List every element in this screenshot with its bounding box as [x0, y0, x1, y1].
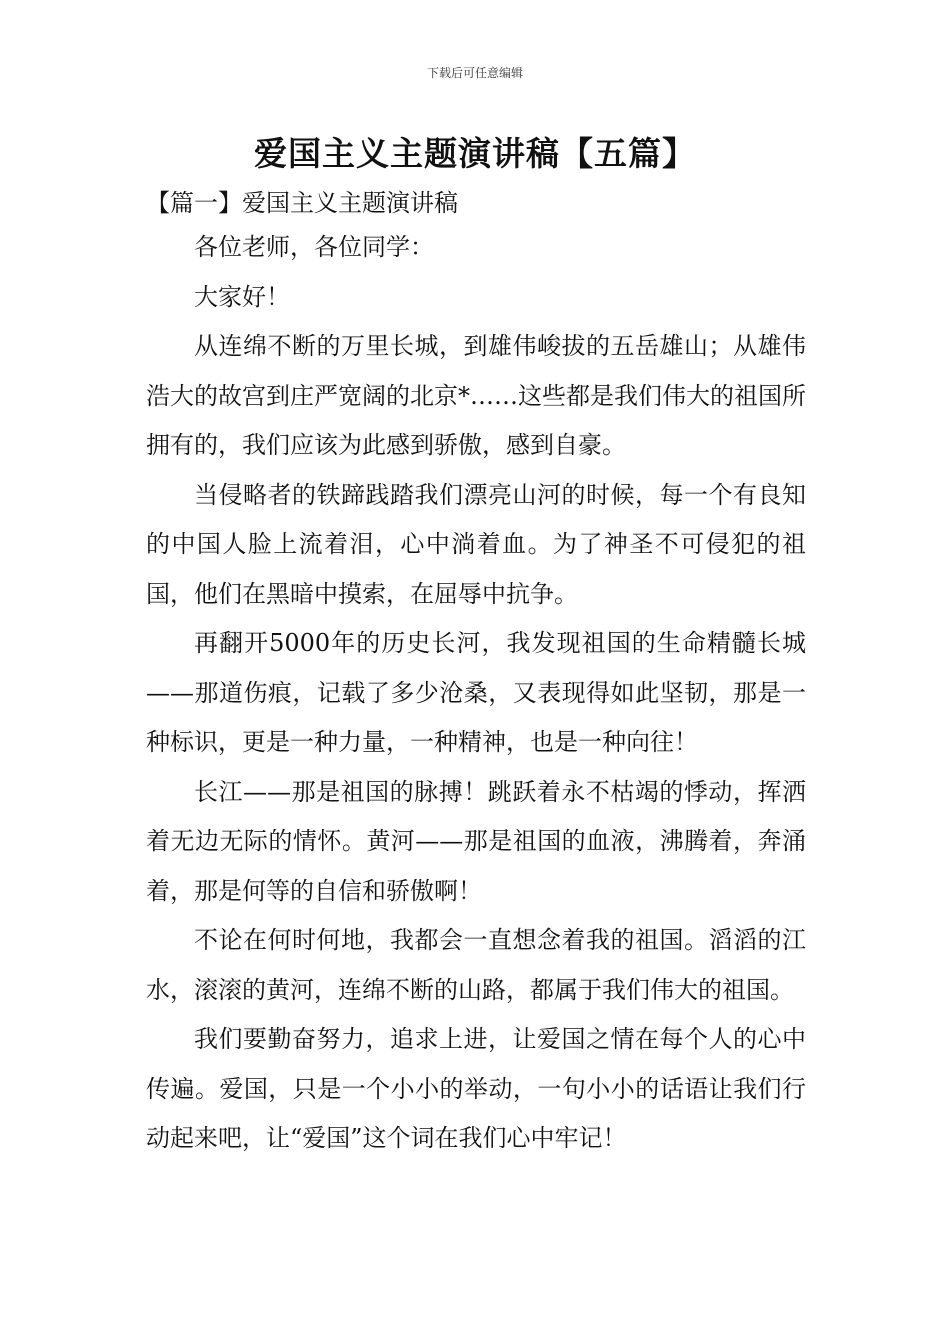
paragraph: 长江——那是祖国的脉搏！跳跃着永不枯竭的悸动，挥洒着无边无际的情怀。黄河——那是祖国的血液，沸腾着，奔涌着，那是何等的自信和骄傲啊！: [146, 777, 806, 905]
paragraph-greeting: 大家好！: [194, 282, 290, 311]
paragraph: 不论在何时何地，我都会一直想念着我的祖国。滔滔的江水，滚滚的黄河，连绵不断的山路，都属于我们伟大的祖国。: [146, 926, 806, 1004]
paragraph: 当侵略者的铁蹄践踏我们漂亮山河的时候，每一个有良知的中国人脸上流着泪，心中淌着血。为了神圣不可侵犯的祖国，他们在黑暗中摸索，在屈辱中抗争。: [146, 480, 806, 608]
document-title: 爱国主义主题演讲稿【五篇】: [254, 134, 696, 173]
paragraph-salutation: 各位老师，各位同学：: [194, 233, 434, 261]
page-header-note: 下载后可任意编辑: [426, 66, 523, 80]
paragraph: 我们要勤奋努力，追求上进，让爱国之情在每个人的心中传遍。爱国，只是一个小小的举动，一句小小的话语让我们行动起来吧，让“爱国”这个词在我们心中牢记！: [146, 1025, 806, 1152]
section-heading: 【篇一】爱国主义主题演讲稿: [146, 189, 458, 217]
document-body: [146, 223, 806, 1164]
paragraph: 从连绵不断的万里长城，到雄伟峻拔的五岳雄山；从雄伟浩大的故宫到庄严宽阔的北京*……这些都是我们伟大的祖国所拥有的，我们应该为此感到骄傲，感到自豪。: [146, 332, 806, 459]
paragraph: 再翻开5000年的历史长河，我发现祖国的生命精髓长城——那道伤痕，记载了多少沧桑，又表现得如此坚韧，那是一种标识，更是一种力量，一种精神，也是一种向往！: [146, 629, 806, 756]
